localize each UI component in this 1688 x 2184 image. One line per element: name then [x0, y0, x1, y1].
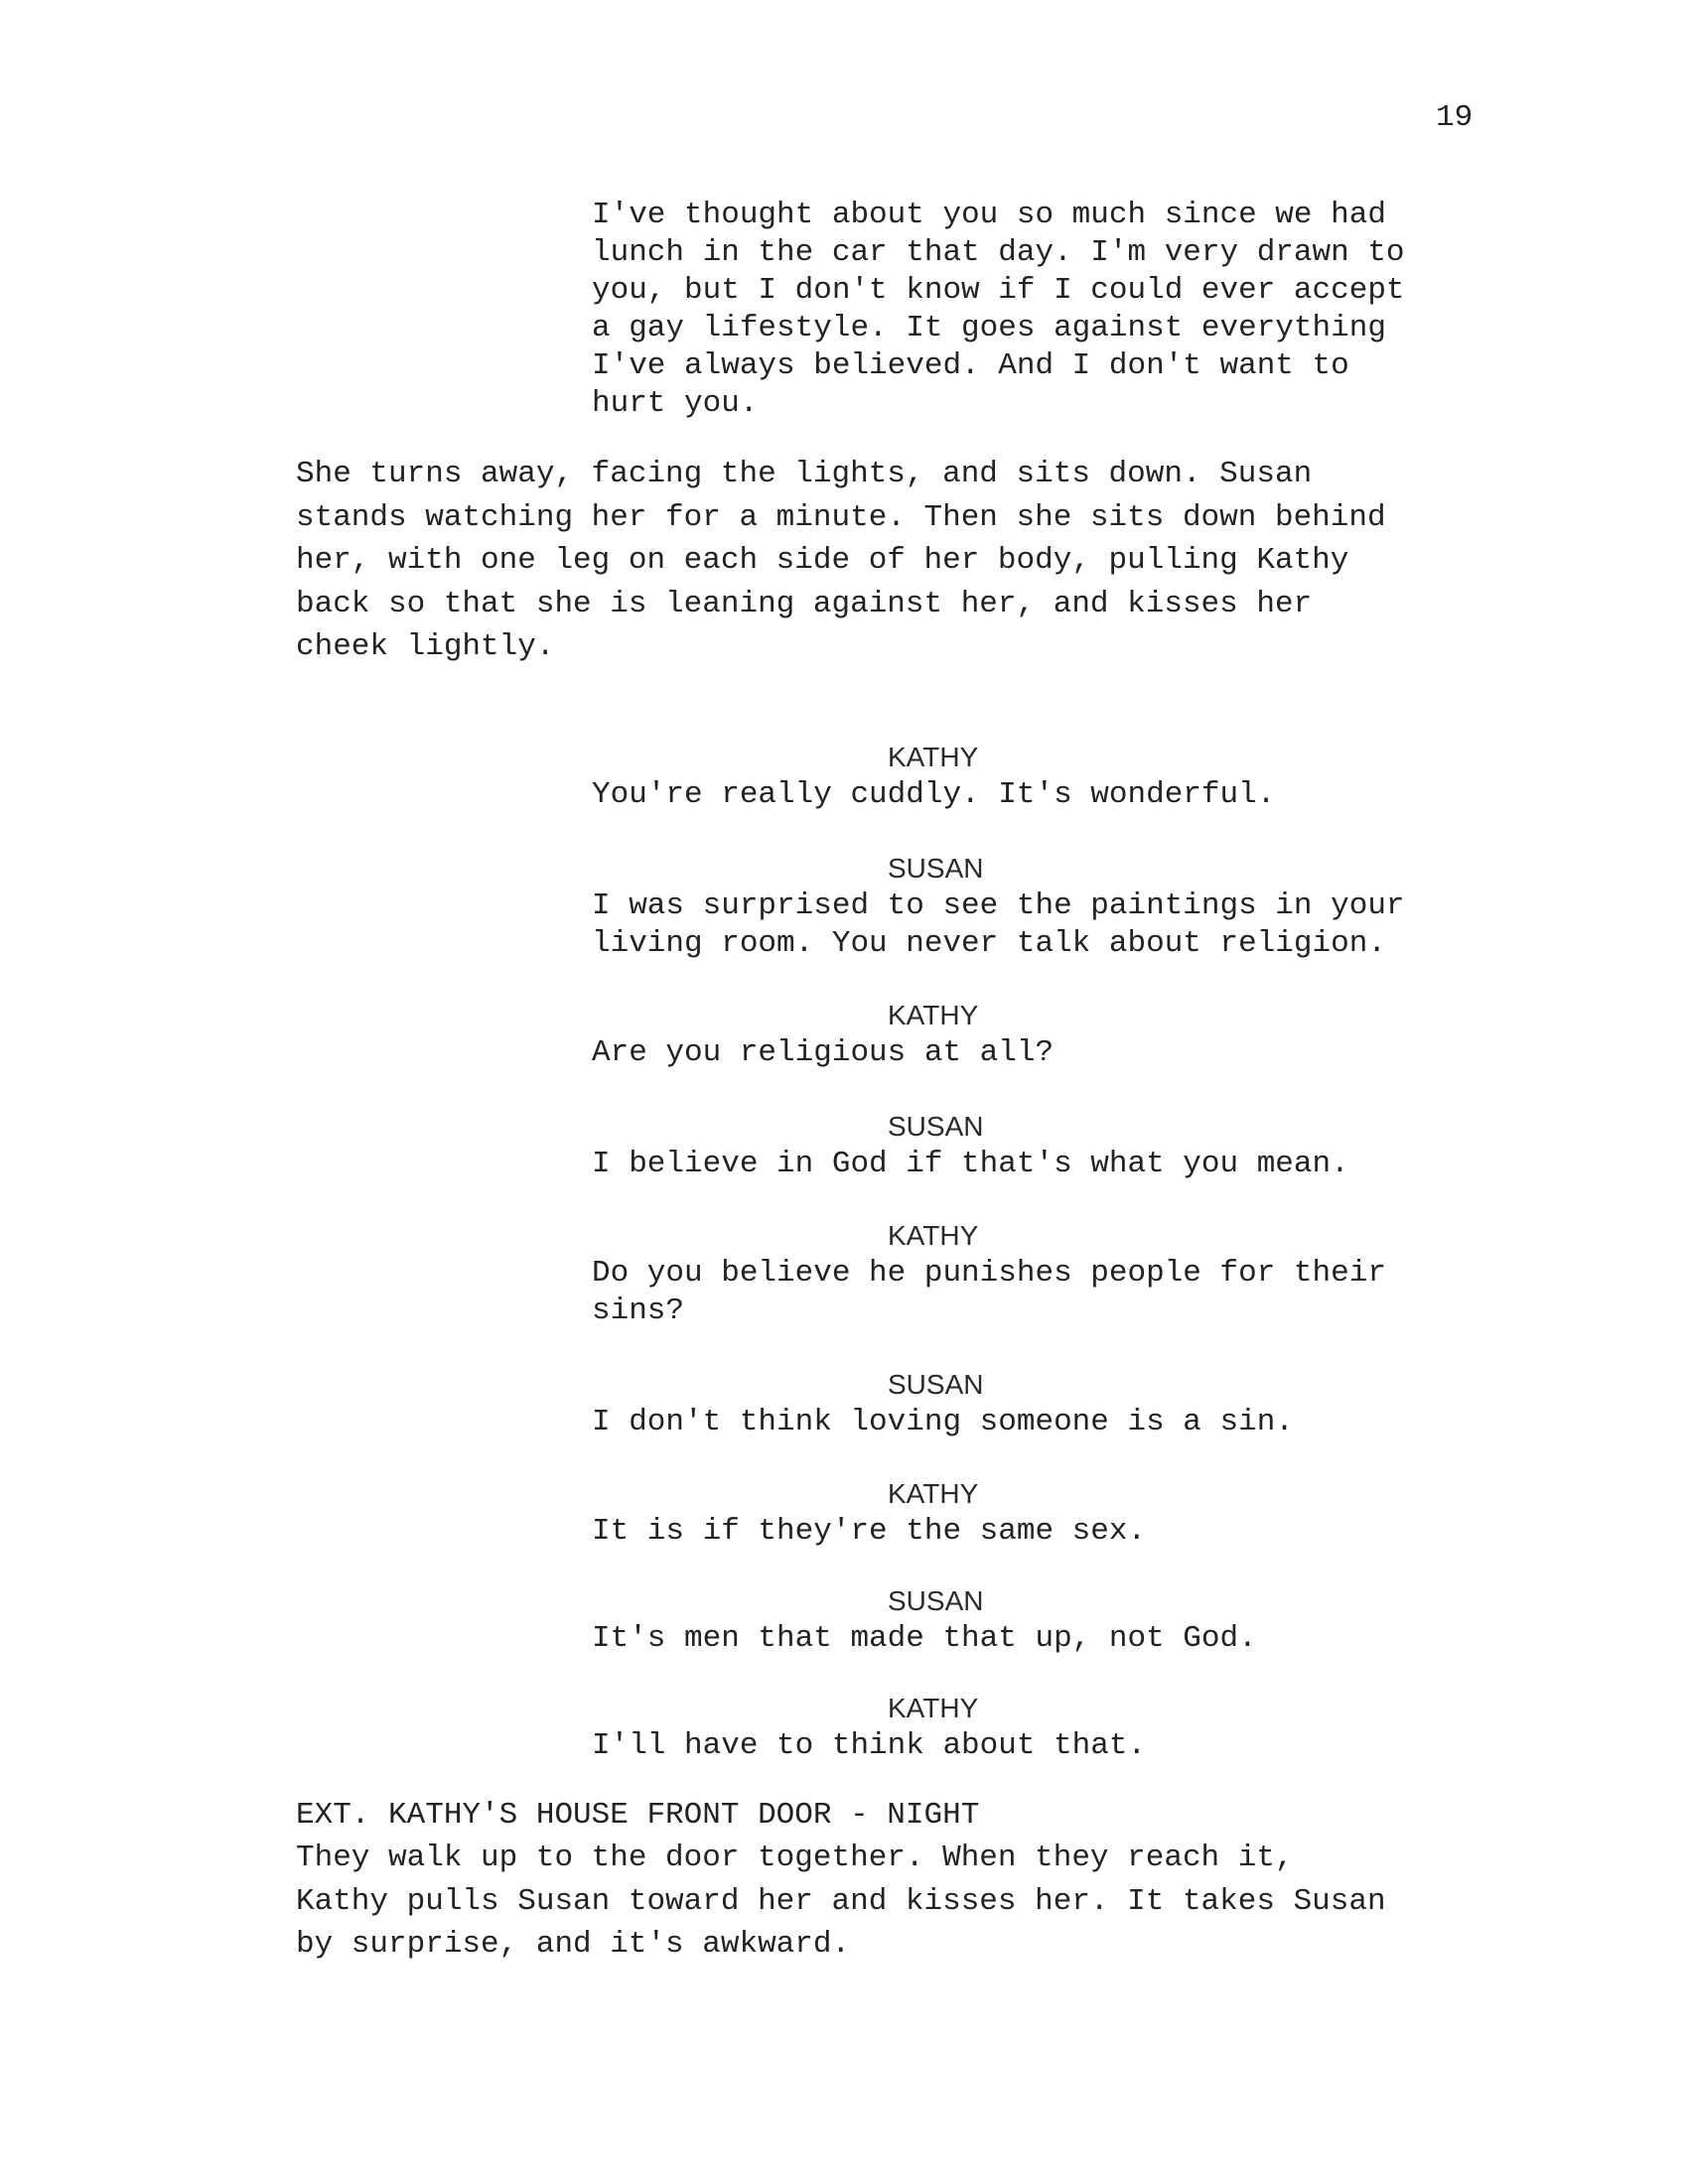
scene-heading: EXT. KATHY'S HOUSE FRONT DOOR - NIGHT — [296, 1798, 980, 1833]
page-number: 19 — [1436, 100, 1474, 135]
character-name: KATHY — [888, 1693, 979, 1723]
character-name: KATHY — [888, 1220, 979, 1251]
dialogue-line: It is if they're the same sex. — [592, 1514, 1147, 1549]
dialogue-line: It's men that made that up, not God. — [592, 1621, 1257, 1656]
character-name: SUSAN — [888, 1369, 984, 1400]
action-paragraph: They walk up to the door together. When they reach it, Kathy pulls Susan toward her and kisses her. It takes Susan by surprise, and it's awkward. — [296, 1841, 1386, 1962]
dialogue-line: Do you believe he punishes people for their sins? — [592, 1256, 1386, 1328]
character-name: KATHY — [888, 742, 979, 772]
character-name: KATHY — [888, 1478, 979, 1509]
dialogue-continued: I've thought about you so much since we had lunch in the car that day. I'm very drawn to you, but I don't know if I could ever accept a gay lifestyle. It goes against everything I've always believed. And I don't want to hurt you. — [592, 198, 1405, 421]
dialogue-line: I don't think loving someone is a sin. — [592, 1405, 1294, 1439]
character-name: SUSAN — [888, 1111, 984, 1142]
dialogue-line: I'll have to think about that. — [592, 1728, 1147, 1763]
dialogue-line: I believe in God if that's what you mean. — [592, 1147, 1349, 1181]
character-name: SUSAN — [888, 1585, 984, 1616]
dialogue-line: You're really cuddly. It's wonderful. — [592, 777, 1276, 812]
character-name: SUSAN — [888, 853, 984, 884]
action-paragraph: She turns away, facing the lights, and sits down. Susan stands watching her for a minute. Then she sits down behind her, with one leg on each side of her body, pulling Kathy back so that she is leaning against her, and kisses her cheek lightly. — [296, 457, 1386, 664]
character-name: KATHY — [888, 1000, 979, 1030]
dialogue-line: I was surprised to see the paintings in your living room. You never talk about religion. — [592, 888, 1405, 961]
dialogue-line: Are you religious at all? — [592, 1035, 1055, 1070]
